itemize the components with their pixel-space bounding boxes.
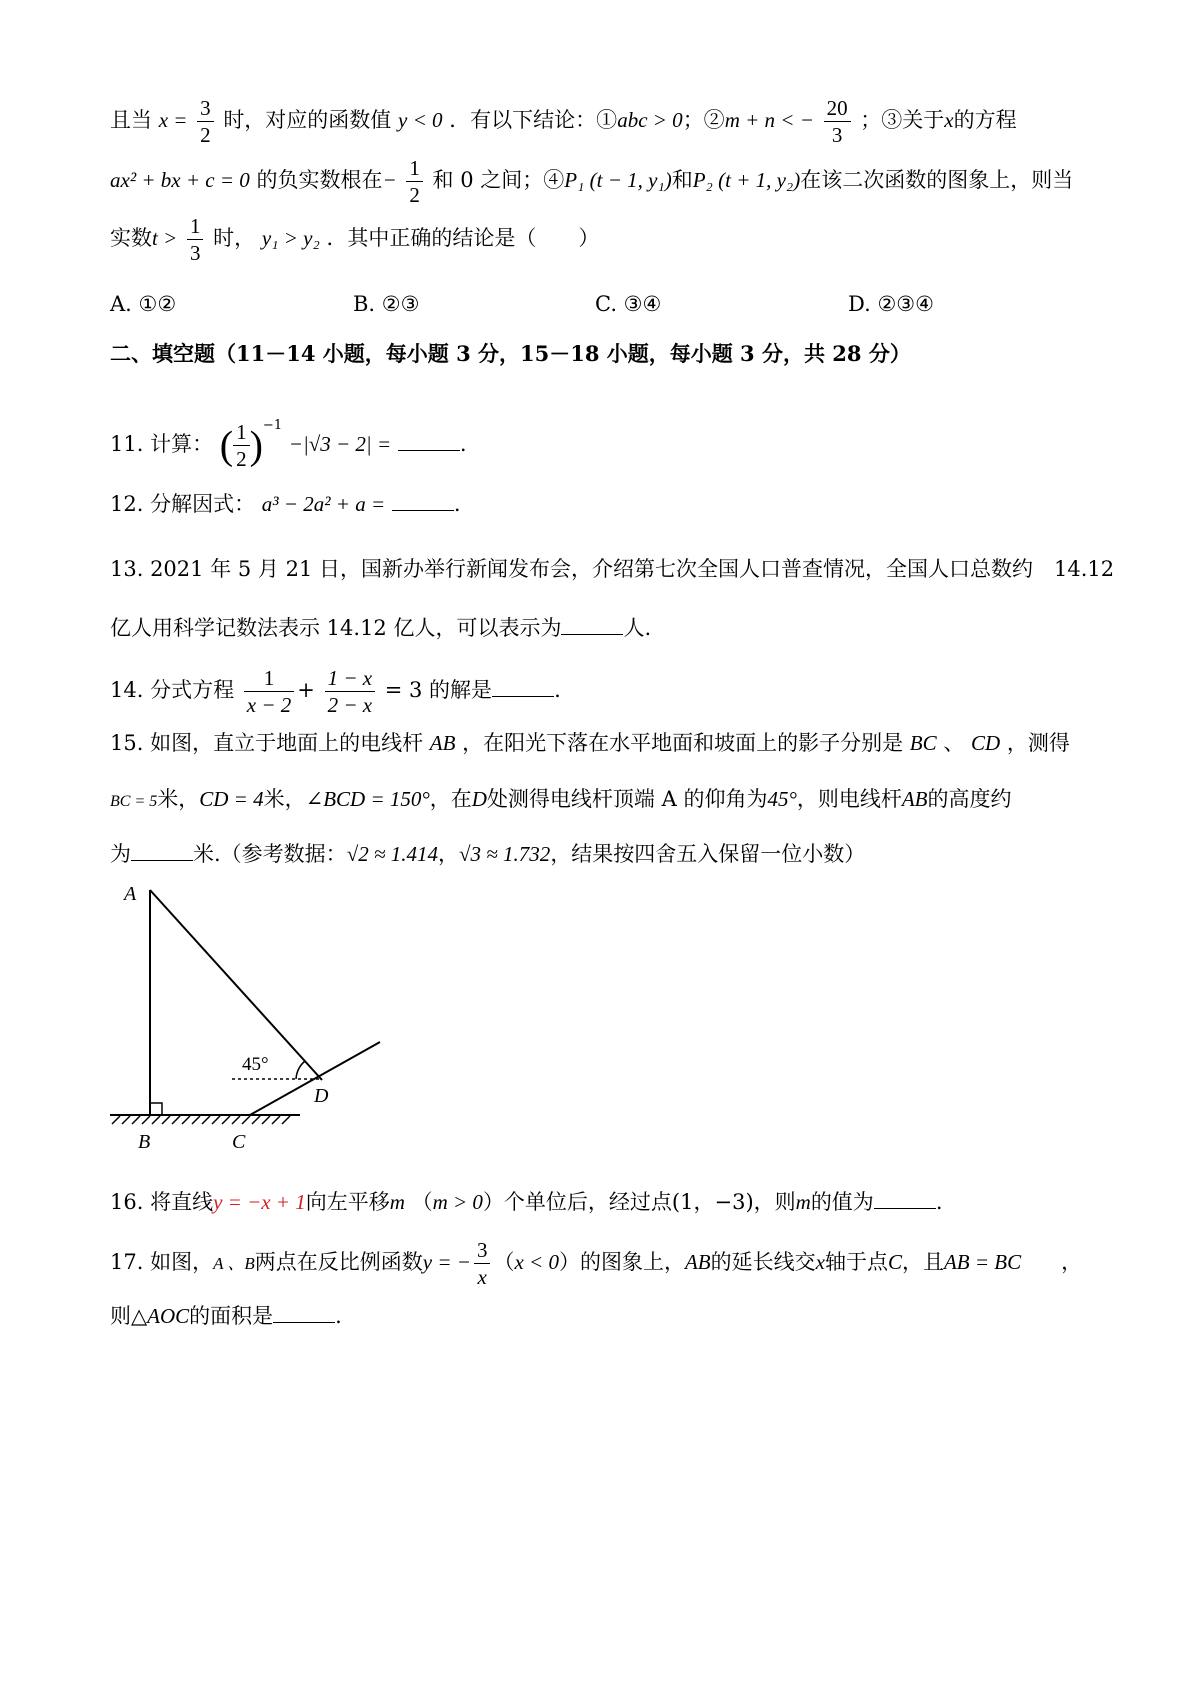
pole-shadow-figure bbox=[100, 880, 430, 1180]
fraction: $\frac{3}{x}$ bbox=[474, 1237, 491, 1290]
question-15-line-1: 15. 如图，直立于地面上的电线杆 AB ，在阳光下落在水平地面和坡面上的影子分别是 BC 、 CD ，测得 bbox=[110, 731, 1070, 755]
label-c: C bbox=[232, 1131, 246, 1153]
answer-blank[interactable] bbox=[398, 449, 460, 451]
answer-blank[interactable] bbox=[561, 633, 623, 635]
q10-line-1: 且当 x = $\frac{3}{2}$ 时，对应的函数值 y < 0 ．有以下结论：①abc > 0；②m + n < − $\frac{20}{3}$ ；③关于x的方程 bbox=[110, 96, 1017, 147]
question-15-line-3: 为 米.（参考数据：√2 ≈ 1.414，√3 ≈ 1.732，结果按四舍五入保留一位小数） bbox=[110, 842, 866, 866]
choice-d: D. ②③④ bbox=[848, 292, 934, 316]
choice-a: A. ①② bbox=[110, 292, 177, 316]
label-b: B bbox=[138, 1131, 151, 1153]
fraction: $\frac{1}{x - 2}$ bbox=[244, 665, 295, 718]
answer-blank[interactable] bbox=[392, 509, 454, 511]
question-12: 12. 分解因式： a³ − 2a² + a = . bbox=[110, 492, 461, 516]
fraction: $\frac{3}{2}$ bbox=[197, 95, 214, 148]
answer-blank[interactable] bbox=[131, 859, 193, 861]
fraction: $\frac{1}{2}$ bbox=[406, 155, 423, 208]
fraction: $\frac{1}{3}$ bbox=[187, 213, 204, 266]
label-a: A bbox=[124, 883, 137, 905]
label-d: D bbox=[314, 1085, 329, 1107]
angle-label: 45° bbox=[242, 1054, 269, 1075]
question-17-line-2: 则△AOC的面积是 . bbox=[110, 1304, 342, 1328]
q10-line-3: 实数t > $\frac{1}{3}$ 时， y₁ > y₂ ．其中正确的结论是（ ） bbox=[110, 214, 600, 265]
ground-hatching bbox=[112, 1116, 290, 1124]
angle-arc bbox=[296, 1061, 305, 1079]
fraction: $\frac{1 - x}{2 - x}$ bbox=[325, 665, 376, 718]
q10-line-2: ax² + bx + c = 0 的负实数根在− $\frac{1}{2}$ 和 0 之间；④P₁ (t − 1, y₁)和P₂ (t + 1, y₂)在该二次函数的图象上，则当 bbox=[110, 156, 1074, 207]
right-angle-mark bbox=[150, 1103, 162, 1115]
choice-c: C. ③④ bbox=[595, 292, 662, 316]
fraction: $\frac{1}{2}$ bbox=[233, 419, 250, 472]
sight-line bbox=[150, 890, 322, 1080]
section-heading: 二、填空题（11－14 小题，每小题 3 分，15－18 小题，每小题 3 分，共 28 分） bbox=[110, 341, 911, 366]
answer-blank[interactable] bbox=[492, 695, 554, 697]
fraction: $\frac{20}{3}$ bbox=[824, 95, 851, 148]
question-15-line-2: BC = 5米，CD = 4米，∠BCD = 150°，在D处测得电线杆顶端 A 的仰角为45°，则电线杆AB的高度约 bbox=[110, 787, 1012, 811]
question-16: 16. 将直线y = −x + 1向左平移m （m > 0）个单位后，经过点(1，−3)，则m的值为 . bbox=[110, 1190, 943, 1214]
question-13-line-2: 亿人用科学记数法表示 14.12 亿人，可以表示为 人. bbox=[110, 616, 652, 640]
question-14: 14. 分式方程 $\frac{1}{x - 2}$ + $\frac{1 - x}{2 - x}$ = 3 的解是 . bbox=[110, 666, 561, 717]
answer-blank[interactable] bbox=[273, 1321, 335, 1323]
question-17-line-1: 17. 如图，A 、B两点在反比例函数y = − $\frac{3}{x}$ （x < 0）的图象上，AB的延长线交x轴于点C，且AB = BC ， bbox=[110, 1238, 1083, 1289]
answer-blank[interactable] bbox=[874, 1207, 936, 1209]
question-13-line-1: 13. 2021 年 5 月 21 日，国新办举行新闻发布会，介绍第七次全国人口普查情况，全国人口总数约 14.12 bbox=[110, 557, 1115, 581]
question-11: 11. 计算： ( $\frac{1}{2}$ )$^{-1}$ −|√3 − 2| = . bbox=[110, 418, 467, 471]
choice-b: B. ②③ bbox=[353, 292, 420, 316]
q10-choices bbox=[110, 288, 1110, 320]
